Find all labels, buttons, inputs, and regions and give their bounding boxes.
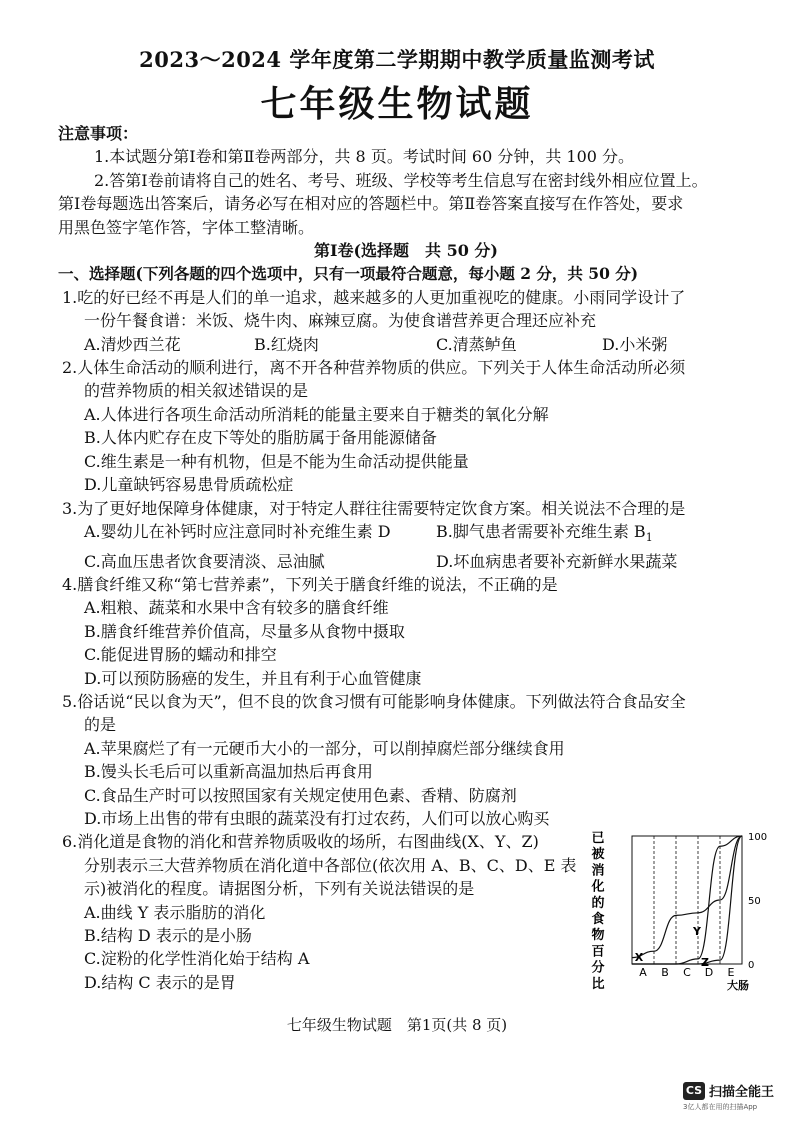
q3-option-c: C.高血压患者饮食要清淡、忌油腻 [84,551,325,571]
q5-stem-cont: 的是 [84,715,117,735]
scanner-app-name: 扫描全能王 [709,1085,775,1100]
notice-item-2: 2.答第Ⅰ卷前请将自己的姓名、考号、班级、学校等考生信息写在密封线外相应位置上。 [94,170,708,190]
notice-item-1: 1.本试题分第Ⅰ卷和第Ⅱ卷两部分，共 8 页。考试时间 60 分钟，共 100 分。 [94,147,635,167]
y-axis-label-char: 已 [591,831,605,846]
q3-stem: 3.为了更好地保障身体健康，对于特定人群往往需要特定饮食方案。相关说法不合理的是 [62,498,686,518]
q1-stem-cont: 一份午餐食谱：米饭、烧牛肉、麻辣豆腐。为使食谱营养更合理还应补充 [84,311,597,331]
exam-title: 2023～2024 学年度第二学期期中教学质量监测考试 [139,47,655,72]
q5-stem: 5.俗话说“民以食为天”，但不良的饮食习惯有可能影响身体健康。下列做法符合食品安全 [62,691,686,711]
scanner-watermark [683,1080,793,1116]
q2-option-c: C.维生素是一种有机物，但是不能为生命活动提供能量 [84,451,469,471]
q3-option-a: A.婴幼儿在补钙时应注意同时补充维生素 D [84,521,391,541]
notice-item-2-end: 用黑色签字笔作答，字体工整清晰。 [58,217,315,237]
y-axis-label-char: 比 [591,976,605,992]
q2-option-b: B.人体内贮存在皮下等处的脂肪属于备用能源储备 [84,428,437,448]
q4-option-a: A.粗粮、蔬菜和水果中含有较多的膳食纤维 [84,598,389,618]
q6-option-b: B.结构 D 表示的是小肠 [84,926,252,945]
q6-option-d: D.结构 C 表示的是胃 [84,972,236,992]
digestion-chart-svg [582,830,782,1000]
series-label-x: X [634,951,644,965]
y-axis-label-char: 食 [591,912,605,927]
category-e-sublabel: 大肠 [727,979,749,992]
q2-option-d: D.儿童缺钙容易患骨质疏松症 [84,475,294,495]
q6-option-c: C.淀粉的化学性消化始于结构 A [84,949,310,969]
q5-option-a: A.苹果腐烂了有一元硬币大小的一部分，可以削掉腐烂部分继续食用 [84,738,565,758]
y-axis-label-char: 百 [591,944,605,960]
q6-option-a: A.曲线 Y 表示脂肪的消化 [84,902,266,922]
y-tick-label: 0 [748,960,755,971]
y-axis-label-char: 物 [591,928,605,944]
q4-option-c: C.能促进胃肠的蠕动和排空 [84,645,277,665]
scanner-app-slogan: 3亿人都在用的扫描App [683,1103,758,1111]
series-line-x [632,836,742,958]
q6-stem-cont: 分别表示三大营养物质在消化道中各部位(依次用 A、B、C、D、E 表 [84,855,577,875]
part1-title: 第Ⅰ卷(选择题 共 50 分) [313,241,499,261]
exam-subject-title: 七年级生物试题 [260,83,534,125]
q5-option-b: B.馒头长毛后可以重新高温加热后再食用 [84,762,373,782]
q4-option-d: D.可以预防肠癌的发生，并且有利于心血管健康 [84,668,422,688]
q4-stem: 4.膳食纤维又称“第七营养素”，下列关于膳食纤维的说法，不正确的是 [62,574,558,594]
q3-option-b [436,520,653,550]
series-label-z: Z [701,956,709,970]
q4-option-b: B.膳食纤维营养价值高，尽量多从食物中摄取 [84,621,405,641]
q1-options [66,333,746,356]
category-label: D [704,966,714,979]
q2-stem-cont: 的营养物质的相关叙述错误的是 [84,381,309,401]
y-tick-label: 50 [748,896,761,907]
q6-stem: 6.消化道是食物的消化和营养物质吸收的场所，右图曲线(X、Y、Z) [62,832,539,852]
q2-option-a: A.人体进行各项生命活动所消耗的能量主要来自于糖类的氧化分解 [84,404,549,424]
q1-stem: 1.吃的好已经不再是人们的单一追求，越来越多的人更加重视吃的健康。小雨同学设计了 [62,287,686,307]
series-lines [632,836,742,964]
category-label: B [661,966,669,979]
q3-option-b-text: B.脚气患者需要补充维生素 B [436,521,646,541]
q5-option-d: D.市场上出售的带有虫眼的蔬菜没有打过农药，人们可以放心购买 [84,808,550,828]
category-label: A [639,966,647,979]
region-dividers [654,836,720,964]
series-label-y: Y [693,924,701,938]
q3-option-b-sub: 1 [645,531,653,545]
y-axis-label-char: 的 [591,895,605,911]
q3-options-row1 [66,520,746,550]
digestion-chart [582,830,782,1000]
y-axis-label [590,831,604,992]
notice-heading: 注意事项： [58,124,139,143]
q1-option-d: D.小米粥 [602,334,668,354]
category-label: C [683,966,691,979]
category-label: E [727,966,735,979]
y-axis-label-char: 消 [591,863,605,879]
page-footer: 七年级生物试题 第1页(共 8 页) [286,1016,508,1034]
y-axis-label-char: 分 [591,960,605,976]
q5-option-c: C.食品生产时可以按照国家有关规定使用色素、香精、防腐剂 [84,785,517,805]
q3-options-row2 [66,550,746,573]
q1-option-a: A.清炒西兰花 [84,334,181,354]
scanner-logo-icon: CS [683,1082,705,1100]
q2-stem: 2.人体生命活动的顺利进行，离不开各种营养物质的供应。下列关于人体生命活动所必须 [62,358,686,378]
y-axis-label-char: 化 [591,879,605,895]
q1-option-c: C.清蒸鲈鱼 [436,334,517,354]
y-axis-label-char: 被 [591,847,605,863]
q1-option-b: B.红烧肉 [254,334,319,354]
section-heading: 一、选择题(下列各题的四个选项中，只有一项最符合题意，每小题 2 分，共 50 分) [58,264,639,284]
notice-item-2-cont: 第Ⅰ卷每题选出答案后，请务必写在相对应的答题栏中。第Ⅱ卷答案直接写在作答处，要求 [58,194,684,214]
q6-stem-end: 示)被消化的程度。请据图分析，下列有关说法错误的是 [84,879,475,899]
y-tick-label: 100 [748,832,768,843]
series-line-z [632,836,742,964]
q3-option-d: D.坏血病患者要补充新鲜水果蔬菜 [436,551,678,571]
